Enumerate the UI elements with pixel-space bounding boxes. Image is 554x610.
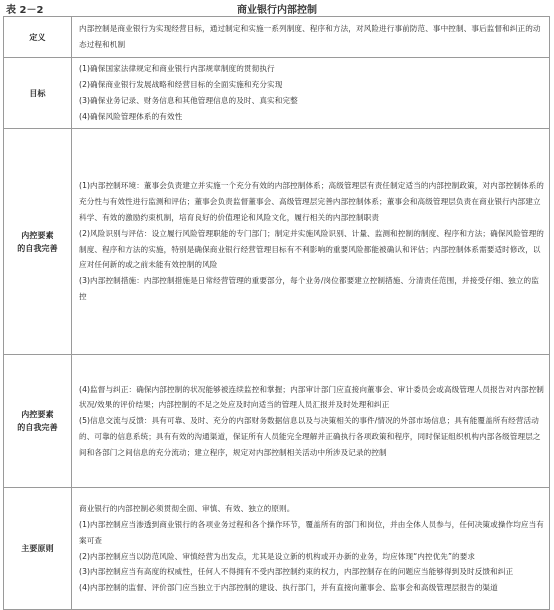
table-row-self-improvement-2	[4, 355, 550, 488]
definition-text: 内部控制是商业银行为实现经营目标，通过制定和实施一系列制度、程序和方法，对风险进行事前防范、事中控制、事后监督和纠正的动态过程和机制	[79, 24, 541, 49]
goal-item: (3)确保业务记录、财务信息和其他管理信息的及时、真实和完整	[79, 96, 298, 105]
table-row-definition	[4, 17, 550, 58]
internal-control-table	[3, 16, 550, 610]
row-header-definition: 定义	[4, 17, 72, 58]
row-content-goal	[72, 58, 550, 129]
element-item: (2)风险识别与评估：设立履行风险管理职能的专门部门；制定并实施风险识别、计量、监测和控制的制度、程序和方法；确保风险管理的制度、程序和方法的实施，特别是确保商业银行经营管理目标有不利影响的重要风险都能被确认和评估；内部控制体系需要适时修改，以应对任何新的或之前未能有效控制的风险	[79, 228, 544, 270]
row-content-definition	[72, 17, 550, 58]
row-header-line: 内控要素	[21, 410, 54, 419]
table-number: 表 2－2	[6, 5, 44, 16]
row-header-self-improvement-1	[4, 129, 72, 355]
goal-item: (1)确保国家法律规定和商业银行内部规章制度的贯彻执行	[79, 64, 275, 74]
principle-item: (4)内部控制的监督、评价部门应当独立于内部控制的建设、执行部门，并有直接向董事会、监事会和高级管理层报告的渠道	[79, 583, 498, 593]
row-header-line: 的自我完善	[17, 423, 58, 432]
row-content-self-improvement-2	[72, 355, 550, 488]
table-row-principles	[4, 488, 550, 610]
table-title: 商业银行内部控制	[237, 5, 317, 16]
row-content-self-improvement-1	[72, 129, 550, 355]
principle-item: 商业银行的内部控制必须贯彻全面、审慎、有效、独立的原则。	[79, 504, 295, 514]
principle-item: (1)内部控制应当渗透到商业银行的各项业务过程和各个操作环节，覆盖所有的部门和岗位，并由全体人员参与，任何决策或操作均应当有案可查	[79, 519, 544, 545]
element-item: (4)监督与纠正：确保内部控制的状况能够被连续监控和掌握；内部审计部门应直接向董事会、审计委员会或高级管理人员报告对内部控制状况/效果的评价结果；内部控制的不足之处应及时向适当的管理人员汇报并及时处理和纠正	[79, 384, 544, 410]
principle-item: (2)内部控制应当以防范风险、审慎经营为出发点，尤其是设立新的机构或开办新的业务，均应体现“内控优先”的要求	[79, 551, 476, 561]
table-row-self-improvement-1	[4, 129, 550, 355]
table-caption	[0, 0, 554, 16]
goal-item: (4)确保风险管理体系的有效性	[79, 111, 183, 121]
row-header-principles: 主要原则	[4, 488, 72, 610]
principle-item: (3)内部控制应当有高度的权威性，任何人不得拥有不受内部控制约束的权力，内部控制存在的问题应当能够得到及时反馈和纠正	[79, 567, 514, 577]
row-header-line: 内控要素	[21, 230, 54, 240]
element-item: (3)内部控制措施：内部控制措施是日常经营管理的重要部分，每个业务/岗位都要建立控制措施、分清责任范围，并接受仔细、独立的监控	[79, 276, 539, 301]
row-content-principles	[72, 488, 550, 610]
element-item: (1)内部控制环境：董事会负责建立并实施一个充分有效的内部控制体系；高级管理层有责任制定适当的内部控制政策，对内部控制体系的充分性与有效性进行监测和评估；董事会负责监督董事会、高级管理层完善内部控制体系；董事会和高级管理层负责在商业银行内部建立科学、有效的激励约束机制，培育良好的价值理论和风险文化，履行相关的内部控制职责	[79, 181, 544, 222]
row-header-self-improvement-2	[4, 355, 72, 488]
element-item: (5)信息交流与反馈：具有可靠、及时、充分的内部财务数据信息以及与决策相关的事件/情况的外部市场信息；具有能覆盖所有经营活动的、可靠的信息系统；具有有效的沟通渠道，保证所有人员能完全理解并正确执行各项政策和程序，同时保证组织机构内部各级管理层之间和各部门之间信息的充分流动；建立程序，规定对内部控制相关活动中所涉及记录的控制	[79, 416, 541, 457]
row-header-line: 的自我完善	[17, 243, 58, 253]
table-row-goal	[4, 58, 550, 129]
goal-item: (2)确保商业银行发展战略和经营目标的全面实施和充分实现	[79, 80, 283, 90]
row-header-goal: 目标	[4, 58, 72, 129]
